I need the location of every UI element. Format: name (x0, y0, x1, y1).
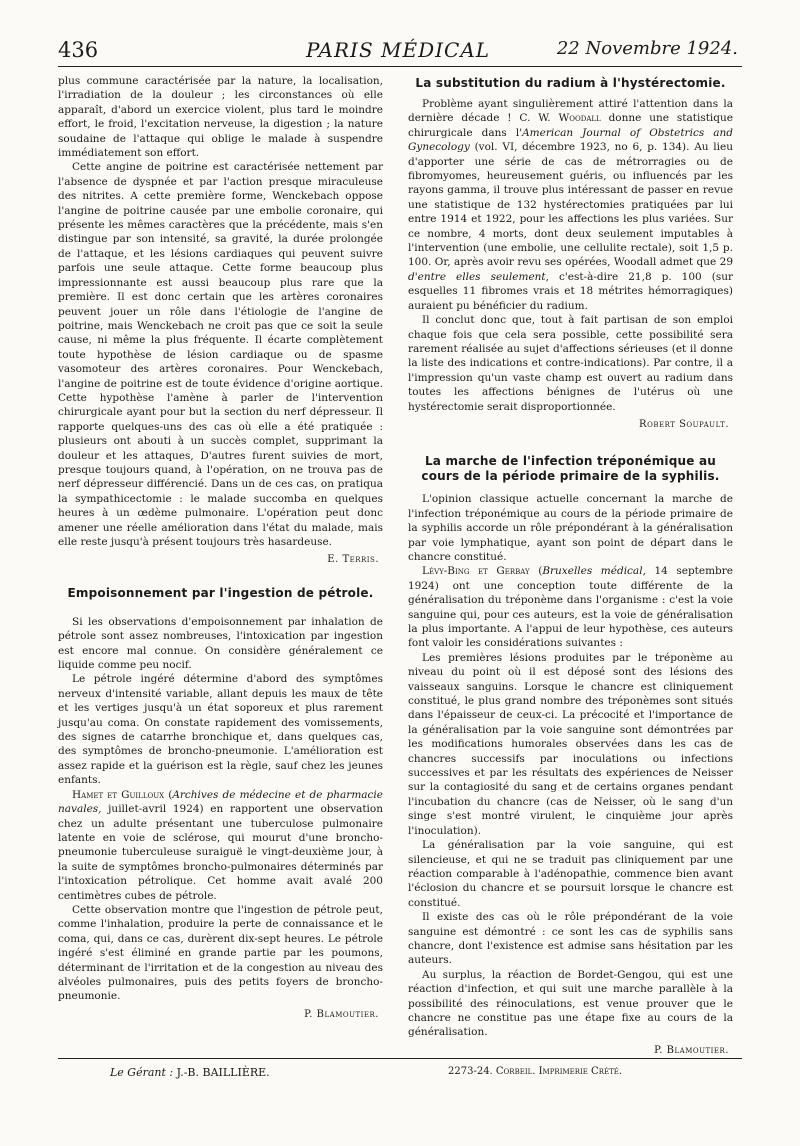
paragraph: Au surplus, la réaction de Bordet-Gengou, qui est une réaction d'infection, et qui suit une marche parallèle à la possibilité des réinoculations, est venue prouver que le chancre ne constitue pas une étape fixe au cours de la généralisation. (408, 968, 733, 1039)
article-title: La substitution du radium à l'hystérectomie. (415, 76, 726, 90)
signature: P. Blamoutier. (654, 1044, 729, 1056)
paragraph: Le pétrole ingéré détermine d'abord des symptômes nerveux d'intensité variable, allant depuis les maux de tête et les vertiges jusqu'à un état soporeux et plus rarement jusqu'au coma. On constate rapidement des vomissements, des signes de catarrhe bronchique et, dans quelques cas, des symptômes de broncho-pneumonie. L'amélioration est assez rapide et la guérison est la règle, sauf chez les jeunes enfants. (58, 673, 383, 787)
footer-manager (110, 1066, 270, 1079)
page-header (58, 38, 738, 68)
citation-text: juillet-avril 1924) en rapportent une observation chez un adulte présentant une tuberculose pulmonaire latente en voie de sclérose, qui mourut d'une broncho-pneumonie tuberculeuse suraiguë le vingt-deuxième jour, à la suite de symptômes broncho-pulmonaires déterminés par l'intoxication pétrolique. Cet homme avait avalé 200 centimètres cubes de pétrole. (58, 803, 383, 902)
signature: P. Blamoutier. (304, 1008, 379, 1020)
right-column (408, 74, 733, 1058)
paragraph: La généralisation par la voie sanguine, qui est silencieuse, et qui ne se traduit pas cliniquement par une réaction comparable à l'adénopathie, commence bien avant l'éclosion du chancre et se poursuit lorsque le chancre est constitué. (408, 839, 733, 909)
paragraph: Si les observations d'empoisonnement par inhalation de pétrole sont assez nombreuses, l'intoxication par ingestion est encore mal connue. On considère généralement ce liquide comme peu nocif. (58, 615, 383, 672)
header-rule (58, 66, 742, 67)
paragraph: Les premières lésions produites par le tréponème au niveau du point où il est déposé sont des lésions des vaisseaux sanguins. Lorsque le chancre est cliniquement constitué, le plus grand nombre des tréponèmes sont situés dans l'épaisseur de ceux-ci. La précocité et l'importance de la généralisation par la voie sanguine sont démontrées par les modifications humorales observées dans les cas de chancres successifs par inoculations ou infections successives et par les résultats des expériences de Neisser sur la contagiosité du sang et de certains organes pendant l'incubation du chancre (cas de Neisser, où le sang d'un singe s'est montré virulent, le cinquième jour après l'inoculation). (408, 651, 733, 837)
citation-authors: Lévy-Bing et Gerbay (422, 565, 530, 578)
article-title (408, 454, 733, 484)
citation-source: Bruxelles médical (542, 565, 643, 578)
text-run: (vol. VI, décembre 1923, no 6, p. 134). Au lieu d'apporter une série de cas de métrorragies ou de fibromyomes, heureusement guéris, ou influencés par les rayons gamma, il trouve plus intéressant de passer en revue une statistique de 132 hystérectomies pratiquées par lui entre 1914 et 1922, pour les affections les plus variées. Sur ce nombre, 4 morts, dont deux seulement imputables à l'intervention (une embolie, une cellulite rectale), soit 1,5 p. 100. Or, après avoir revu ses opérées, Woodall admet que 29 (408, 141, 733, 269)
text-run: , 14 septembre 1924) ont une conception toute différente de la généralisation du tréponème dans l'organisme : c'est la voie sanguine qui, pour ces auteurs, est la voie de généralisation la plus importante. A l'appui de leur hypothèse, ces auteurs font valoir les considérations suivantes : (408, 565, 734, 650)
signature: Robert Soupault. (639, 418, 729, 430)
paragraph: Cette angine de poitrine est caractérisée nettement par l'absence de dyspnée et par l'action presque miraculeuse des nitrites. A cette première forme, Wenckebach oppose l'angine de poitrine causée par une embolie coronaire, qui présente les mêmes caractères que la précédente, mais s'en distingue par son intensité, sa gravité, la durée prolongée de l'attaque, et les lésions cardiaques qui peuvent suivre parfois une seule attaque. Cette forme beaucoup plus impressionnante est aussi beaucoup plus rare que la première. Il est donc certain que les artères coronaires peuvent jouer un rôle dans l'étiologie de l'angine de poitrine, mais Wenckebach ne croit pas que ce soit la seule cause, ni même la plus fréquente. Il écarte complètement toute hypothèse de lésion cardiaque ou de spasme vasomoteur des artères coronaires. Pour Wenckebach, l'angine de poitrine est de toute évidence d'origine aortique. Cette hypothèse l'amène à parler de l'intervention chirurgicale ayant pour but la section du nerf dépresseur. Il rapporte quelques-uns des cas où elle a été pratiquée : plusieurs ont abouti à un succès complet, supprimant la douleur et les attaques, D'autres furent suivies de mort, presque toujours quand, à l'opération, on ne trouva pas de nerf dépresseur différencié. Dans un de ces cas, on pratiqua la sympathicectomie : le malade succomba en quelques heures à un œdème pulmonaire. L'opération peut donc amener une réelle amélioration dans l'état du malade, mais elle reste jusqu'à présent toujours très hasardeuse. (58, 161, 383, 548)
paragraph: Cette observation montre que l'ingestion de pétrole peut, comme l'inhalation, produire la perte de connaissance et le coma, qui, dans ce cas, durèrent dix-sept heures. Le pétrole ingéré s'est éliminé en grande partie par les poumons, déterminant de l'irritation et de la congestion au niveau des alvéoles pulmonaires, puis des petits foyers de broncho-pneumonie. (58, 903, 383, 1003)
left-column (58, 74, 383, 1022)
footer-printer: 2273-24. Corbeil. Imprimerie Crété. (448, 1066, 623, 1077)
paragraph: plus commune caractérisée par la nature, la localisation, l'irradiation de la douleur ; les circonstances où elle apparaît, d'abord un exercice violent, plus tard le moindre effort, le froid, l'excitation nerveuse, la digestion ; la nature soudaine de l'attaque qui oblige le malade à suspendre immédiatement son effort. (58, 75, 383, 160)
footer-rule (58, 1058, 742, 1059)
citation-source: Archives de médecine et de pharmacie navales, (58, 788, 383, 816)
article-title: Empoisonnement par l'ingestion de pétrole. (67, 585, 374, 600)
paragraph: Il conclut donc que, tout à fait partisan de son emploi chaque fois que cela sera possible, cette possibilité sera rarement réalisée au sujet d'affections sérieuses (et il donne la liste des indications et contre-indications). Par contre, il a l'impression qu'un vaste champ est ouvert au radium dans toutes les affections bénignes de l'utérus où une hystérectomie serait disproportionnée. (408, 314, 733, 413)
title-line: La marche de l'infection tréponémique au (424, 454, 717, 469)
text-run: donne une statistique chirurgicale dans l' (408, 112, 733, 139)
signature: E. Terris. (327, 554, 379, 566)
paragraph: L'opinion classique actuelle concernant la marche de l'infection tréponémique au cours de la période primaire de la syphilis accorde un rôle prépondérant à la généralisation par voie lymphatique, ayant son point de départ dans le chancre constitué. (408, 493, 733, 563)
paragraph: Hamet et Guilloux (Archives de médecine et de pharmacie navales, juillet-avril 1924) en rapportent une observation chez un adulte présentant une tuberculose pulmonaire latente en voie de sclérose, qui mourut d'une broncho-pneumonie tuberculeuse suraiguë le vingt-deuxième jour, à la suite de symptômes broncho-pulmonaires déterminés par l'intoxication pétrolique. Cet homme avait avalé 200 centimètres cubes de pétrole. (58, 788, 383, 902)
paragraph: Il existe des cas où le rôle prépondérant de la voie sanguine est démontré : ce sont les cas de syphilis sans chancre, dont l'existence est admise sans hésitation par les auteurs. (408, 911, 733, 967)
emphasis: d'entre elles seulement (408, 270, 546, 283)
page-number: 436 (58, 38, 99, 62)
paragraph: Lévy-Bing et Gerbay (Bruxelles médical, 14 septembre 1924) ont une conception toute différente de la généralisation du tréponème dans l'organisme : c'est la voie sanguine qui, pour ces auteurs, est la voie de généralisation la plus importante. A l'appui de leur hypothèse, ces auteurs font valoir les considérations suivantes : (408, 565, 734, 650)
text-run: , c'est-à-dire 21,8 p. 100 (sur esquelles 11 fibromes vrais et 18 métrites hémorragiques) auraient pu bénéficier du radium. (408, 270, 733, 312)
manager-label: Le Gérant : (110, 1066, 174, 1079)
paragraph (408, 97, 733, 313)
manager-name: J.-B. BAILLIÈRE. (176, 1066, 270, 1079)
citation-authors: Hamet et Guilloux (72, 788, 165, 801)
title-line: cours de la période primaire de la syphilis. (421, 469, 720, 484)
text-run: Problème ayant singulièrement attiré l'attention dans la dernière décade ! C. W. (408, 98, 733, 125)
journal-name: American Journal of Obstetrics and Gynecology (408, 126, 734, 154)
author-name: Woodall (558, 112, 601, 125)
issue-date: 22 Novembre 1924. (556, 38, 738, 59)
journal-title: PARIS MÉDICAL (305, 38, 491, 62)
